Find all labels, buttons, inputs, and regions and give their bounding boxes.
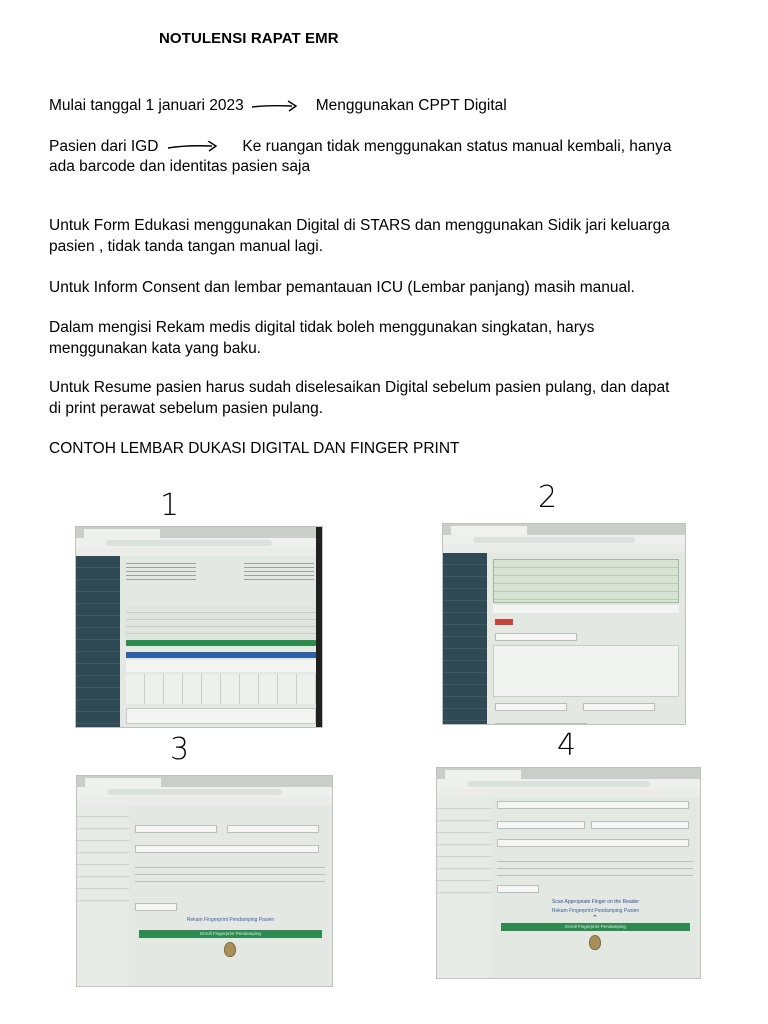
paragraph-inform-consent: Untuk Inform Consent dan lembar pemantauan ICU (Lembar panjang) masih manual. [49,279,635,296]
cursor-icon: ⌃ [592,915,598,922]
paragraph-cppt [49,95,729,116]
paragraph-contoh-heading: CONTOH LEMBAR DUKASI DIGITAL DAN FINGER PRINT [49,440,460,457]
paragraph-igd [49,136,729,157]
paragraph-rekam-medis-line1: Dalam mengisi Rekam medis digital tidak boleh menggunakan singkatan, harys [49,319,595,336]
enroll-fingerprint-button[interactable]: Enroll Fingerprint Pendamping [139,930,322,938]
paragraph-resume-line2: di print perawat sebelum pasien pulang. [49,400,324,417]
document-title: NOTULENSI RAPAT EMR [159,30,339,47]
paragraph-rekam-medis-line2: menggunakan kata yang baku. [49,340,261,357]
fingerprint-icon [224,942,236,957]
paragraph-resume-line1: Untuk Resume pasien harus sudah diselesaikan Digital sebelum pasien pulang, dan dapat [49,379,670,396]
paragraph-form-edukasi-line1: Untuk Form Edukasi menggunakan Digital di STARS dan menggunakan Sidik jari keluarga [49,217,670,234]
scan-finger-text: Scan Appropriate Finger on the Reader [552,899,639,905]
screenshot-photo-1 [75,526,323,728]
paragraph-form-edukasi-line2: pasien , tidak tanda tangan manual lagi. [49,238,324,255]
photo-number-1: 1 [160,488,180,523]
fingerprint-icon [589,935,601,950]
screenshot-photo-3 [76,775,333,987]
fingerprint-title: Rekam Fingerprint Pendamping Pasien [551,908,640,914]
sidebar [76,556,120,727]
screenshot-photo-4 [436,767,701,979]
sidebar [77,805,129,986]
photo-number-2: 2 [538,480,558,515]
photo-number-3: 3 [170,732,190,767]
arrow-right-icon [248,100,304,112]
arrow-right-icon [166,141,222,153]
paragraph-igd-right: Ke ruangan tidak menggunakan status manual kembali, hanya [242,138,672,155]
fingerprint-title: Rekam Fingerprint Pendamping Pasien [186,917,275,923]
enroll-fingerprint-button[interactable]: Enroll Fingerprint Pendamping [501,923,690,931]
sidebar [437,797,491,978]
paragraph-igd-left: Pasien dari IGD [49,138,159,155]
paragraph-igd-line2: ada barcode dan identitas pasien saja [49,158,311,175]
sidebar [443,553,487,724]
screenshot-photo-2 [442,523,686,725]
paragraph-cppt-right: Menggunakan CPPT Digital [315,97,507,114]
paragraph-cppt-left: Mulai tanggal 1 januari 2023 [49,97,244,114]
photo-number-4: 4 [557,728,577,763]
